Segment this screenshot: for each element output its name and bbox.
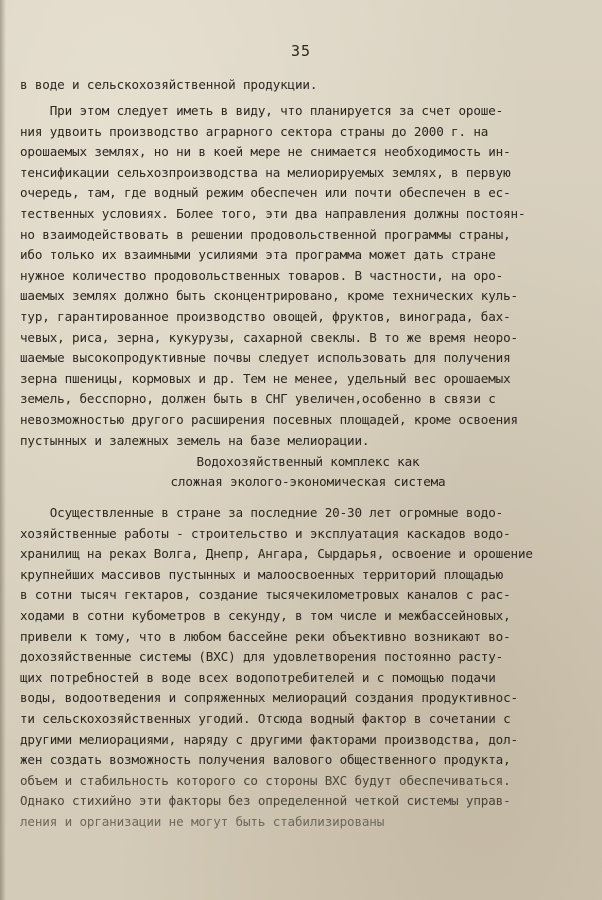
text-line: пустынных и залежных земель на базе мелиорации. xyxy=(20,432,370,448)
heading-line: Водохозяйственный комплекс как xyxy=(196,454,420,469)
text-line: нужное количество продовольственных товаров. В частности, на оро- xyxy=(20,267,504,283)
text-line: хранилищ на реках Волга, Днепр, Ангара, Сырдарья, освоение и орошение xyxy=(20,546,533,562)
text-line: зерна пшеницы, кормовых и др. Тем не менее, удельный вес орошаемых xyxy=(20,370,511,386)
text-line: тественных условиях. Более того, эти два направления должны постоян- xyxy=(20,205,526,221)
text-line: но взаимодействовать в решении продовольственной программы страны, xyxy=(20,226,511,242)
page-number: 35 xyxy=(290,42,312,60)
page-edge-shadow xyxy=(0,0,6,900)
text-line: чевых, риса, зерна, кукурузы, сахарной свеклы. В то же время неоро- xyxy=(20,329,518,345)
text-line: другими мелиорациями, наряду с другими факторами производства, дол- xyxy=(20,731,518,747)
text-line: объем и стабильность которого со стороны ВХС будут обеспечиваться. xyxy=(20,772,511,788)
text-line: ибо только их взаимными усилиями эта программа может дать стране xyxy=(20,247,496,263)
text-line: шаемых землях должно быть сконцентрировано, кроме технических куль- xyxy=(20,288,518,304)
text-line: шаемые высокопродуктивные почвы следует использовать для получения xyxy=(20,350,511,366)
text-line: тенсификации сельхозпроизводства на мелиорируемых землях, в первую xyxy=(20,164,511,180)
text-line: ти сельскохозяйственных угодий. Отсюда водный фактор в сочетании с xyxy=(20,710,511,726)
text-line: воды, водоотведения и сопряженных мелиораций создания продуктивнос- xyxy=(20,690,518,706)
text-line: невозможностью другого расширения посевных площадей, кроме освоения xyxy=(20,411,518,427)
text-line: привели к тому, что в любом бассейне реки объективно возникают во- xyxy=(20,628,511,644)
text-line: крупнейших массивов пустынных и малоосвоенных территорий площадью xyxy=(20,566,504,582)
paragraph-irrigation xyxy=(20,101,596,451)
text-line: очередь, там, где водный режим обеспечен или почти обеспечен в ес- xyxy=(20,185,511,201)
text-line: Осуществленные в стране за последние 20-30 лет огромные водо- xyxy=(20,505,504,520)
text-line: в воде и сельскохозяйственной продукции. xyxy=(20,77,318,92)
text-line: в сотни тысяч гектаров, создание тысячекилометровых каналов с рас- xyxy=(20,587,511,603)
text-line: хозяйственные работы - строительство и эксплуатация каскадов водо- xyxy=(20,525,511,541)
paragraph-water-management xyxy=(20,503,596,833)
text-line: дохозяйственные системы (ВХС) для удовлетворения постоянно расту- xyxy=(20,649,504,665)
text-line: щих потребностей в воде всех водопотребителей и с помощью подачи xyxy=(20,669,496,685)
text-line: земель, бесспорно, должен быть в СНГ увеличен,особенно в связи с xyxy=(20,391,496,407)
paragraph-intro-fragment xyxy=(20,75,596,96)
text-line: тур, гарантированное производство овощей, фруктов, винограда, бах- xyxy=(20,308,511,324)
text-line: ходами в сотни кубометров в секунду, в том числе и межбассейновых, xyxy=(20,607,511,623)
text-line: При этом следует иметь в виду, что планируется за счет ороше- xyxy=(20,103,504,118)
text-line: Однако стихийно эти факторы без определенной четкой системы управ- xyxy=(20,793,511,809)
text-line: орошаемых землях, но ни в коей мере не снимается необходимость ин- xyxy=(20,144,511,160)
text-line: ления и организации не могут быть стабилизированы xyxy=(20,813,385,829)
text-line: ния удвоить производство аграрного сектора страны до 2000 г. на xyxy=(20,123,489,139)
section-heading xyxy=(20,452,596,492)
text-line: жен создать возможность получения валового общественного продукта, xyxy=(20,752,511,768)
heading-line: сложная эколого-экономическая система xyxy=(170,474,446,489)
